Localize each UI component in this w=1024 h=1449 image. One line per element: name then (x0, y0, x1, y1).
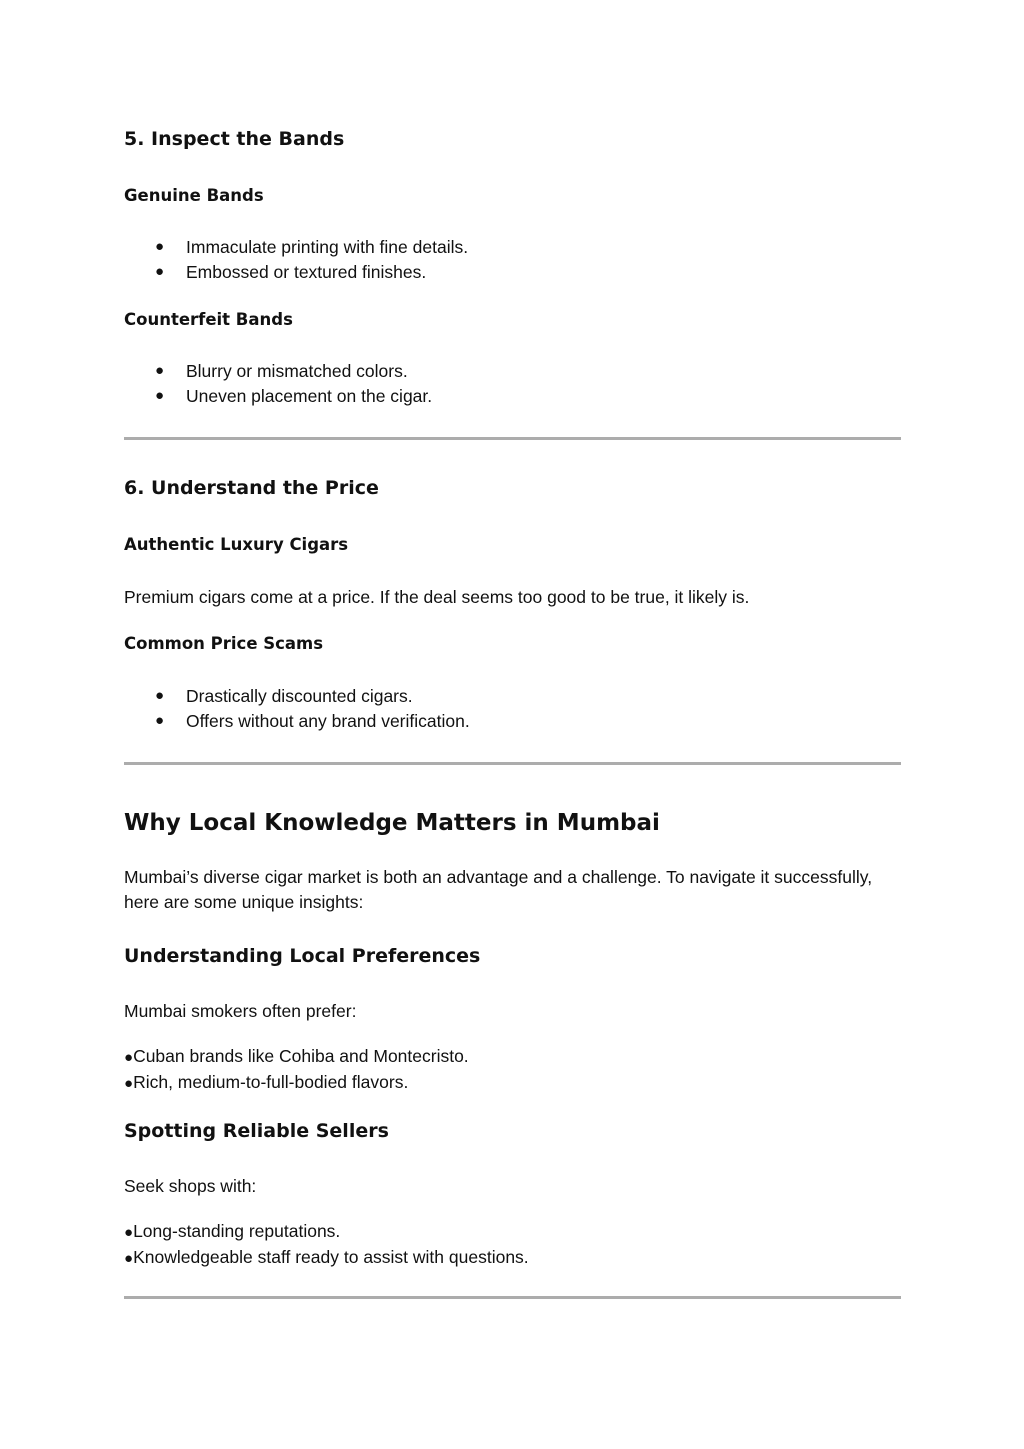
paragraph-local-intro: Mumbai’s diverse cigar market is both an advantage and a challenge. To navigate it successfully, here are some unique insights: (124, 867, 873, 912)
section-heading-local-knowledge: Why Local Knowledge Matters in Mumbai (124, 810, 660, 836)
subheading-authentic-luxury-cigars: Authentic Luxury Cigars (124, 535, 349, 554)
price-scams-list (124, 684, 470, 733)
list-item: ● Blurry or mismatched colors. (124, 359, 432, 384)
horizontal-rule (124, 437, 901, 440)
bullet-icon: ● (124, 1075, 134, 1092)
subheading-local-preferences: Understanding Local Preferences (124, 945, 481, 967)
section-heading-inspect-bands: 5. Inspect the Bands (124, 128, 345, 150)
bullet-icon: ● (124, 1224, 134, 1241)
subheading-genuine-bands: Genuine Bands (124, 186, 264, 205)
subheading-common-price-scams: Common Price Scams (124, 634, 324, 653)
paragraph-preferences-lead: Mumbai smokers often prefer: (124, 1001, 357, 1021)
sellers-list (124, 1219, 529, 1271)
horizontal-rule (124, 762, 901, 765)
list-item: ● Drastically discounted cigars. (124, 684, 470, 709)
list-item: ●Rich, medium-to-full-bodied flavors. (124, 1072, 409, 1092)
counterfeit-bands-list (124, 359, 432, 408)
horizontal-rule (124, 1296, 901, 1299)
bullet-icon: ● (155, 386, 165, 404)
list-item: ●Long-standing reputations. (124, 1221, 341, 1241)
subheading-reliable-sellers: Spotting Reliable Sellers (124, 1120, 389, 1142)
list-item: ● Offers without any brand verification. (124, 709, 470, 734)
paragraph-authentic-price: Premium cigars come at a price. If the deal seems too good to be true, it likely is. (124, 587, 750, 607)
list-item: ●Cuban brands like Cohiba and Montecristo. (124, 1046, 469, 1066)
bullet-icon: ● (155, 262, 165, 280)
preferences-list (124, 1044, 469, 1096)
paragraph-sellers-lead: Seek shops with: (124, 1176, 257, 1196)
bullet-icon: ● (155, 687, 165, 704)
bullet-icon: ● (124, 1049, 134, 1066)
bullet-icon: ● (155, 238, 165, 255)
subheading-counterfeit-bands: Counterfeit Bands (124, 310, 293, 329)
section-heading-understand-price: 6. Understand the Price (124, 477, 379, 499)
list-item: ● Immaculate printing with fine details. (124, 235, 468, 260)
list-item: ● Embossed or textured finishes. (124, 260, 468, 285)
bullet-icon: ● (124, 1250, 134, 1267)
genuine-bands-list (124, 235, 468, 284)
bullet-icon: ● (155, 362, 165, 379)
list-item: ● Uneven placement on the cigar. (124, 384, 432, 409)
bullet-icon: ● (155, 711, 165, 729)
list-item: ●Knowledgeable staff ready to assist with questions. (124, 1247, 529, 1267)
